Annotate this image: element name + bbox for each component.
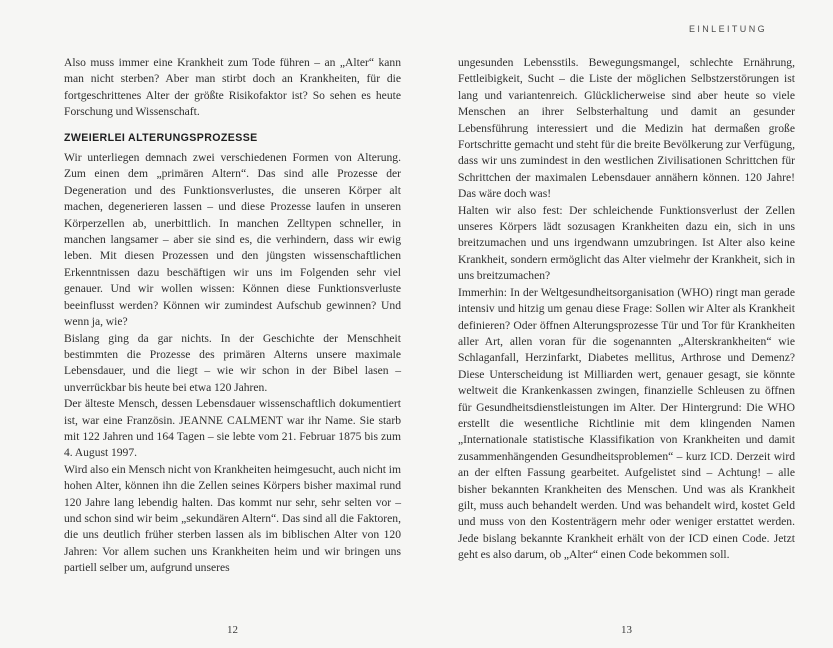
page-right-text	[458, 55, 795, 564]
paragraph: Wird also ein Mensch nicht von Krankheiten heimgesucht, auch nicht im hohen Alter, können ihn die Zellen seines Körpers bisher maximal rund 120 Jahre lang lebendig halten. Das kommt nur sehr, sehr selten vor – und schon sind wir beim „sekundären Altern“. Das sind all die Faktoren, die uns deutlich früher sterben lassen als im biblischen Alter von 120 Jahren: Vor allem suchen uns Krankheiten heim und wir bringen uns partiell selber um, aufgrund unseres	[64, 462, 401, 575]
section-heading: ZWEIERLEI ALTERUNGSPROZESSE	[64, 131, 258, 144]
paragraph: Wir unterliegen demnach zwei verschiedenen Formen von Alterung. Zum einen dem „primären Altern“. Das sind alle Prozesse der Degeneration und des Funktionsverlustes, die unseren Körper alt machen, degenerieren lassen – und diese Prozesse laufen in unseren Körperzellen ab, unerbittlich. In manchen Zelltypen schneller, in manchen langsamer – aber sie sind es, die verhindern, dass wir ewig leben. Mit diesen Prozessen und den jüngsten wissenschaftlichen Erkenntnissen dazu beschäftigen wir uns im Folgenden sehr viel genauer. Und wir wollen wissen: Können diese Funktionsverluste beeinflusst werden? Können wir zumindest Aufschub gewinnen? Und wenn ja, wie?	[64, 151, 401, 329]
paragraph: Also muss immer eine Krankheit zum Tode führen – an „Alter“ kann man nicht sterben? Aber man stirbt doch an Krankheiten, für die fortgeschrittenes Alter der größte Risikofaktor ist? So sehen es heute Forschung und Wissenschaft.	[64, 56, 401, 119]
running-header: EINLEITUNG	[688, 24, 767, 34]
page-right	[458, 55, 795, 648]
paragraph: Immerhin: In der Weltgesundheitsorganisation (WHO) ringt man gerade intensiv und hitzig um genau diese Frage: Sollen wir Alter als Krankheit definieren? Oder öffnen Alterungsprozesse Tür und Tor für Krankheiten aller Art, allen voran für die sogenannten „Alterskrankheiten“ wie Schlaganfall, Herzinfarkt, Diabetes mellitus, Arthrose und Demenz? Diese Unterscheidung ist Milliarden wert, genauer gesagt, sie könnte weltweit die Krankenkassen zwingen, finanzielle Schleusen zu öffnen für Gesundheitsdienstleistungen im Alter. Der Hintergrund: Die WHO erstellt die wesentliche Richtlinie mit dem klingenden Namen „Internationale statistische Klassifikation von Krankheiten und damit zusammenhängenden Gesundheitsproblemen“ – kurz ICD. Derzeit wird an der elften Fassung gearbeitet. Aufgelistet sind – Achtung! – alle bisher bekannten Krankheiten des Menschen. Und was als Krankheit gilt, muss auch behandelt werden. Und was behandelt wird, kostet Geld und muss von den Kostenträgern mehr oder weniger erstattet werden. Jede bislang bekannte Krankheit erhält von der ICD einen Code. Jetzt geht es also darum, ob „Alter“ einen Code bekommen soll.	[458, 285, 795, 562]
pages-container	[64, 55, 795, 648]
paragraph: Der älteste Mensch, dessen Lebensdauer wissenschaftlich dokumentiert ist, war eine Französin. JEANNE CALMENT war ihr Name. Sie starb mit 122 Jahren und 164 Tagen – sie lebte vom 21. Februar 1875 bis zum 4. August 1997.	[64, 397, 401, 460]
page-number-left: 12	[227, 624, 238, 636]
page-left	[64, 55, 401, 648]
paragraph: Bislang ging da gar nichts. In der Geschichte der Menschheit bestimmten die Prozesse des primären Alterns unsere maximale Lebensdauer, und die liegt – wie wir schon in der Bibel lasen – unverrückbar bis heute bei etwa 120 Jahren.	[64, 331, 401, 394]
page-left-text	[64, 55, 401, 577]
paragraph: ungesunden Lebensstils. Bewegungsmangel, schlechte Ernährung, Fettleibigkeit, Sucht – die Liste der möglichen Selbstzerstörungen ist lang und variantenreich. Glücklicherweise sind aber heute so viele Menschen an ihrer Selbsterhaltung und damit an gesunder Lebensführung interessiert und die Medizin hat dermaßen große Fortschritte gemacht und steht für die breite Bevölkerung zur Verfügung, dass wir uns zumindest in den westlichen Zivilisationen Schrittchen für Schrittchen der maximalen Lebensdauer annähern können. 120 Jahre! Das wäre doch was!	[458, 56, 795, 201]
page-number-right: 13	[621, 624, 632, 636]
paragraph: Halten wir also fest: Der schleichende Funktionsverlust der Zellen unseres Körpers lädt sozusagen Krankheiten dazu ein, sich in uns breitzumachen und uns irgendwann umzubringen. Ist Alter also keine Krankheit, sondern ermöglicht das Alter vielmehr der Krankheit, sich in uns breitzumachen?	[458, 203, 795, 283]
